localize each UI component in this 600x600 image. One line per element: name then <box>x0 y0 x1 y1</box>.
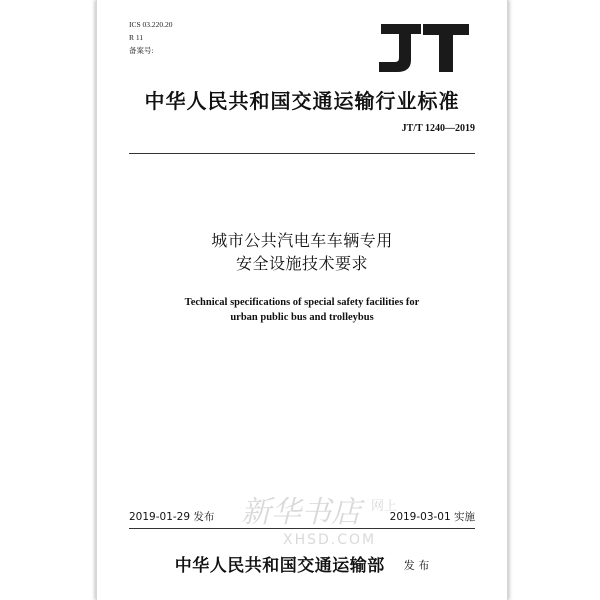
publisher-row <box>97 551 507 576</box>
title-zh-line-2: 安全设施技术要求 <box>235 254 368 273</box>
ics-code: ICS 03.220.20 <box>129 20 173 29</box>
industry-standard-title: 中华人民共和国交通运输行业标准 <box>144 89 460 113</box>
jt-logo-icon <box>373 20 473 76</box>
footer-divider <box>129 528 475 529</box>
watermark-subtext: 网上 <box>371 499 398 514</box>
classification-block <box>129 18 173 57</box>
issue-date: 2019-01-29 发布 <box>129 511 215 523</box>
title-en-line-2: urban public bus and trolleybus <box>230 312 374 323</box>
standard-number: JT/T 1240—2019 <box>401 123 475 134</box>
watermark-text: 新华书店 <box>241 495 361 530</box>
title-zh-line-1: 城市公共汽电车车辆专用 <box>211 231 393 250</box>
implementation-date: 2019-03-01 实施 <box>389 511 475 523</box>
publisher-name: 中华人民共和国交通运输部 <box>174 556 385 576</box>
watermark-site: XHSD.COM <box>283 532 377 548</box>
document-title-english <box>97 295 507 325</box>
record-number-label: 备案号: <box>129 46 154 55</box>
title-en-line-1: Technical specifications of special safety facilities for <box>184 297 420 308</box>
header-divider <box>129 153 475 154</box>
document-title-chinese <box>97 229 507 275</box>
r-code: R 11 <box>129 33 144 42</box>
standard-cover <box>96 0 508 600</box>
publish-label: 发 布 <box>403 559 430 572</box>
